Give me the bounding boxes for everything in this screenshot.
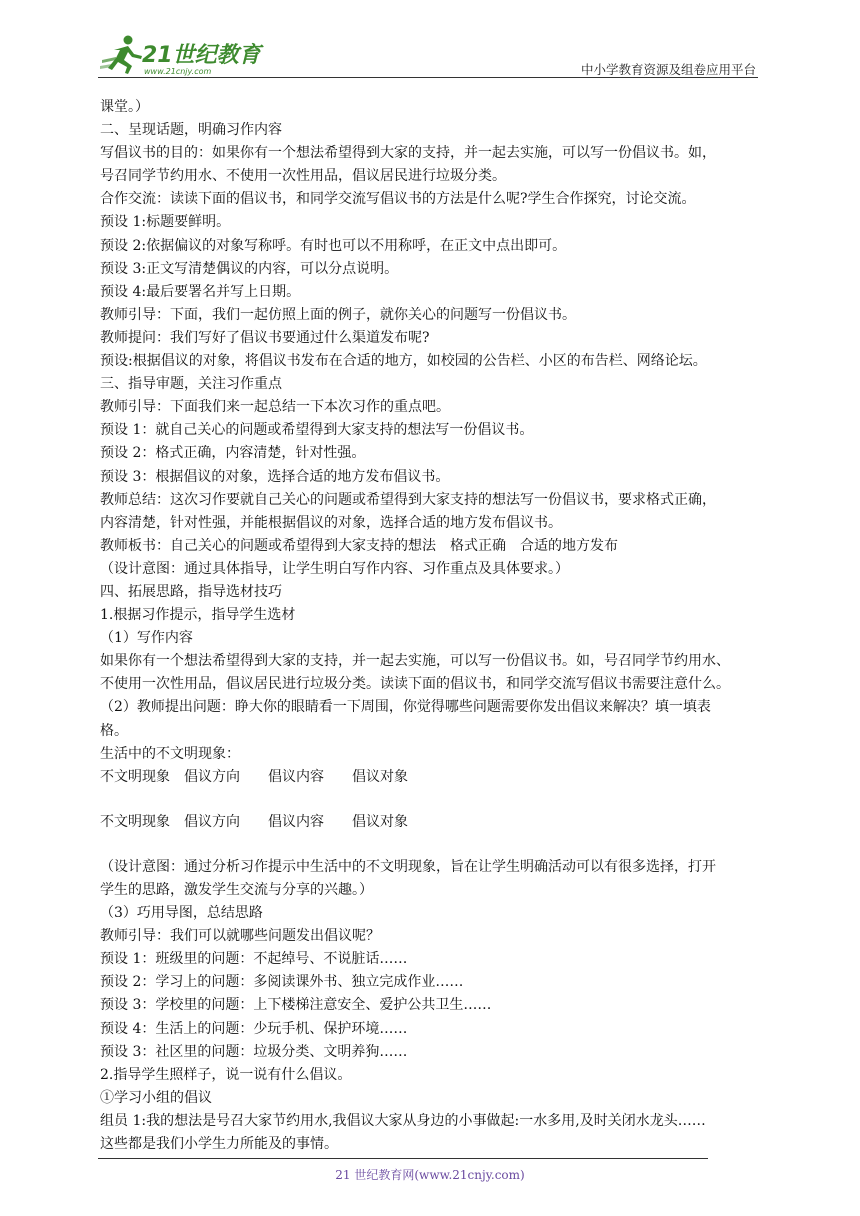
table-row: 不文明现象 倡议方向 倡议内容 倡议对象: [100, 768, 408, 785]
text-line: 学生的思路，激发学生交流与分享的兴趣。）: [100, 882, 373, 898]
text-line: （1）写作内容: [100, 630, 193, 647]
text-line: 教师引导：我们可以就哪些问题发出倡议呢？: [100, 928, 380, 945]
text-line: 教师引导：下面，我们一起仿照上面的例子，就你关心的问题写一份倡议书。: [100, 306, 576, 323]
text-line: 写倡议书的目的：如果你有一个想法希望得到大家的支持，并一起去实施，可以写一份倡议书。如，: [100, 145, 716, 162]
text-line: 合作交流：读读下面的倡议书，和同学交流写倡议书的方法是什么呢?学生合作探究，讨论交流。: [100, 191, 696, 208]
text-line: 教师引导：下面我们来一起总结一下本次习作的重点吧。: [100, 399, 450, 416]
text-line: 课堂。）: [100, 99, 149, 115]
text-line: 预设 3：学校里的问题：上下楼梯注意安全、爱护公共卫生……: [100, 997, 492, 1014]
text-line: 预设 2:依据偏议的对象写称呼。有时也可以不用称呼，在正文中点出即可。: [100, 237, 567, 254]
text-line: ①学习小组的倡议: [100, 1089, 212, 1106]
footer-divider: [98, 1158, 708, 1159]
text-line: 预设 1：就自己关心的问题或希望得到大家支持的想法写一份倡议书。: [100, 422, 534, 439]
text-line: （设计意图：通过具体指导，让学生明白写作内容、习作重点及具体要求。）: [100, 560, 569, 577]
text-line: 2.指导学生照样子，说一说有什么倡议。: [100, 1066, 352, 1083]
header-divider: [98, 77, 758, 78]
section-heading: 四、拓展思路，指导选材技巧: [100, 583, 282, 600]
text-line: 预设 2：格式正确，内容清楚，针对性强。: [100, 445, 366, 462]
text-line: 1.根据习作提示，指导学生选材: [100, 607, 296, 624]
section-heading: 二、呈现话题，明确习作内容: [100, 122, 282, 139]
text-line: 不使用一次性用品，倡议居民进行垃圾分类。读读下面的倡议书，和同学交流写倡议书需要注意什么。: [100, 676, 730, 693]
platform-name: 中小学教育资源及组卷应用平台: [580, 62, 756, 77]
text-line: 预设:根据倡议的对象，将倡议书发布在合适的地方，如校园的公告栏、小区的布告栏、网络论坛。: [100, 353, 707, 370]
text-line: 预设 3：社区里的问题：垃圾分类、文明养狗……: [100, 1043, 408, 1060]
text-line: 预设 4:最后要署名并写上日期。: [100, 283, 301, 300]
document-body: [100, 96, 764, 1156]
text-line: 这些都是我们小学生力所能及的事情。: [100, 1136, 338, 1153]
text-line: 教师提问：我们写好了倡议书要通过什么渠道发布呢?: [100, 329, 430, 346]
text-line: 预设 1：班级里的问题：不起绰号、不说脏话……: [100, 951, 408, 968]
section-heading: 三、指导审题，关注习作重点: [100, 376, 282, 393]
text-line: （设计意图：通过分析习作提示中生活中的不文明现象，旨在让学生明确活动可以有很多选择，打开: [100, 858, 716, 875]
text-line: 教师总结：这次习作要就自己关心的问题或希望得到大家支持的想法写一份倡议书，要求格式正确，: [100, 491, 716, 508]
text-line: 预设 2：学习上的问题：多阅读课外书、独立完成作业……: [100, 974, 464, 991]
text-line: 预设 3:正文写清楚偶议的内容，可以分点说明。: [100, 260, 399, 277]
logo-url: www.21cnjy.com: [144, 67, 212, 76]
table-row: 不文明现象 倡议方向 倡议内容 倡议对象: [100, 813, 408, 830]
text-line: （3）巧用导图，总结思路: [100, 905, 263, 922]
text-line: 教师板书：自己关心的问题或希望得到大家支持的想法 格式正确 合适的地方发布: [100, 537, 618, 554]
logo-text: 21世纪教育: [142, 43, 261, 68]
text-line: 预设 1:标题要鲜明。: [100, 214, 231, 231]
text-line: 格。: [100, 722, 128, 739]
text-line: （2）教师提出问题：睁大你的眼睛看一下周围，你觉得哪些问题需要你发出倡议来解决？填一填表: [100, 699, 711, 716]
footer-link[interactable]: 21 世纪教育网(www.21cnjy.com): [335, 1168, 525, 1182]
text-line: 预设 4：生活上的问题：少玩手机、保护环境……: [100, 1020, 408, 1037]
text-line: 如果你有一个想法希望得到大家的支持，并一起去实施，可以写一份倡议书。如，号召同学节约用水、: [100, 653, 730, 670]
logo: [98, 30, 268, 78]
text-line: 预设 3：根据倡议的对象，选择合适的地方发布倡议书。: [100, 468, 450, 485]
runner-icon: [100, 36, 142, 75]
text-line: 内容清楚，针对性强，并能根据倡议的对象，选择合适的地方发布倡议书。: [100, 514, 562, 531]
text-line: 生活中的不文明现象：: [100, 745, 240, 762]
text-line: 号召同学节约用水、不使用一次性用品，倡议居民进行垃圾分类。: [100, 168, 506, 185]
text-line: 组员 1:我的想法是号召大家节约用水,我倡议大家从身边的小事做起:一水多用,及时关闭水龙头……: [100, 1112, 706, 1129]
page-header: [98, 30, 758, 80]
